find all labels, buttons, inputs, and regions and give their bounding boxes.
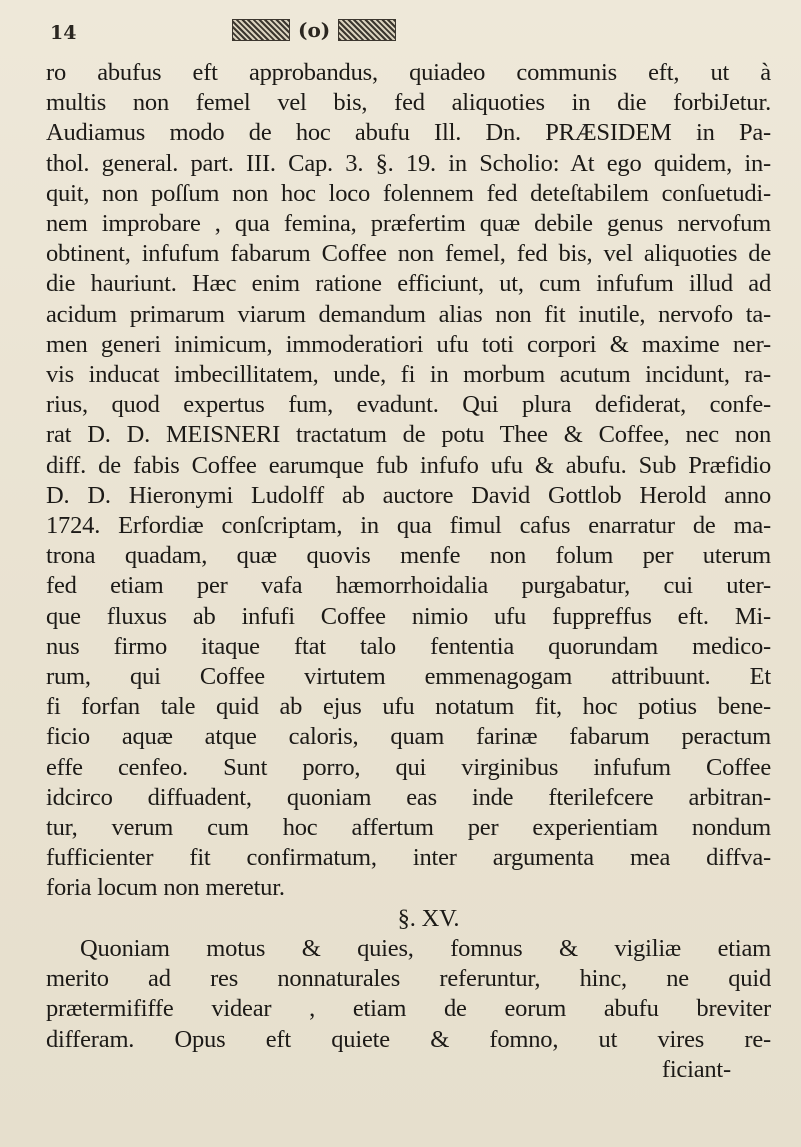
header-ornament — [232, 18, 396, 42]
text-line: obtinent, infufum fabarum Coffee non femel, fed bis, vel aliquoties de — [46, 240, 771, 268]
text-line: foria locum non meretur. — [46, 874, 285, 902]
page-header — [46, 10, 771, 58]
text-line: que fluxus ab infufi Coffee nimio ufu fuppreffus eft. Mi- — [46, 602, 771, 630]
text-line: rum, qui Coffee virtutem emmenagogam attribuunt. Et — [46, 663, 771, 691]
text-line: effe cenfeo. Sunt porro, qui virginibus infufum Coffee — [46, 753, 771, 781]
text-line: diff. de fabis Coffee earumque fub infufo ufu & abufu. Sub Præfidio — [46, 451, 771, 479]
text-line: differam. Opus eft quiete & fomno, ut vires re- — [46, 1025, 771, 1053]
section-heading: §. XV. — [397, 904, 460, 932]
text-line: acidum primarum viarum demandum alias non fit inutile, nervofo ta- — [46, 300, 771, 328]
text-line: vis inducat imbecillitatem, unde, fi in morbum acutum incidunt, ra- — [46, 361, 771, 389]
text-line: idcirco diffuadent, quoniam eas inde fterilefcere arbitran- — [46, 783, 771, 811]
text-line: men generi inimicum, immoderatiori ufu toti corpori & maxime ner- — [46, 330, 771, 358]
catchword: ficiant- — [661, 1055, 731, 1083]
text-line: rius, quod expertus fum, evadunt. Qui plura defiderat, confe- — [46, 391, 771, 419]
text-line: prætermififfe videar , etiam de eorum abufu breviter — [46, 995, 771, 1023]
text-line: thol. general. part. III. Cap. 3. §. 19. in Scholio: At ego quidem, in- — [46, 149, 771, 177]
text-line: trona quadam, quæ quovis menfe non folum per uterum — [46, 542, 771, 570]
ornament-center-glyph: (o) — [298, 18, 331, 42]
text-line: fed etiam per vafa hæmorrhoidalia purgabatur, cui uter- — [46, 572, 771, 600]
text-line: die hauriunt. Hæc enim ratione efficiunt, ut, cum infufum illud ad — [46, 270, 771, 298]
body-text — [46, 58, 771, 1085]
text-line: ro abufus eft approbandus, quiadeo communis eft, ut à — [46, 59, 771, 86]
text-line: nem improbare , qua femina, præfertim quæ debile genus nervofum — [46, 210, 771, 238]
text-line: 1724. Erfordiæ conſcriptam, in qua fimul cafus enarratur de ma- — [46, 512, 771, 540]
ornament-left-block — [232, 19, 290, 41]
text-line: nus firmo itaque ftat talo fententia quorundam medico- — [46, 632, 771, 660]
text-line: Audiamus modo de hoc abufu Ill. Dn. PRÆSIDEM in Pa- — [46, 119, 771, 147]
text-line: tur, verum cum hoc affertum per experientiam nondum — [46, 814, 771, 842]
text-line: Quoniam motus & quies, fomnus & vigiliæ etiam — [80, 934, 771, 962]
text-line: quit, non poſſum non hoc loco folennem fed deteſtabilem conſuetudi- — [46, 179, 771, 207]
text-line: merito ad res nonnaturales referuntur, hinc, ne quid — [46, 965, 771, 993]
text-line: ficio aquæ atque caloris, quam farinæ fabarum peractum — [46, 723, 771, 751]
text-line: multis non femel vel bis, fed aliquoties in die forbiJetur. — [46, 89, 771, 117]
page-number: 14 — [50, 22, 77, 44]
ornament-right-block — [338, 19, 396, 41]
text-line: D. D. Hieronymi Ludolff ab auctore David Gottlob Herold anno — [46, 481, 771, 509]
text-line: fi forfan tale quid ab ejus ufu notatum fit, hoc potius bene- — [46, 693, 771, 721]
text-line: fufficienter fit confirmatum, inter argumenta mea diffva- — [46, 844, 771, 872]
text-line: rat D. D. MEISNERI tractatum de potu Thee & Coffee, nec non — [46, 421, 771, 449]
